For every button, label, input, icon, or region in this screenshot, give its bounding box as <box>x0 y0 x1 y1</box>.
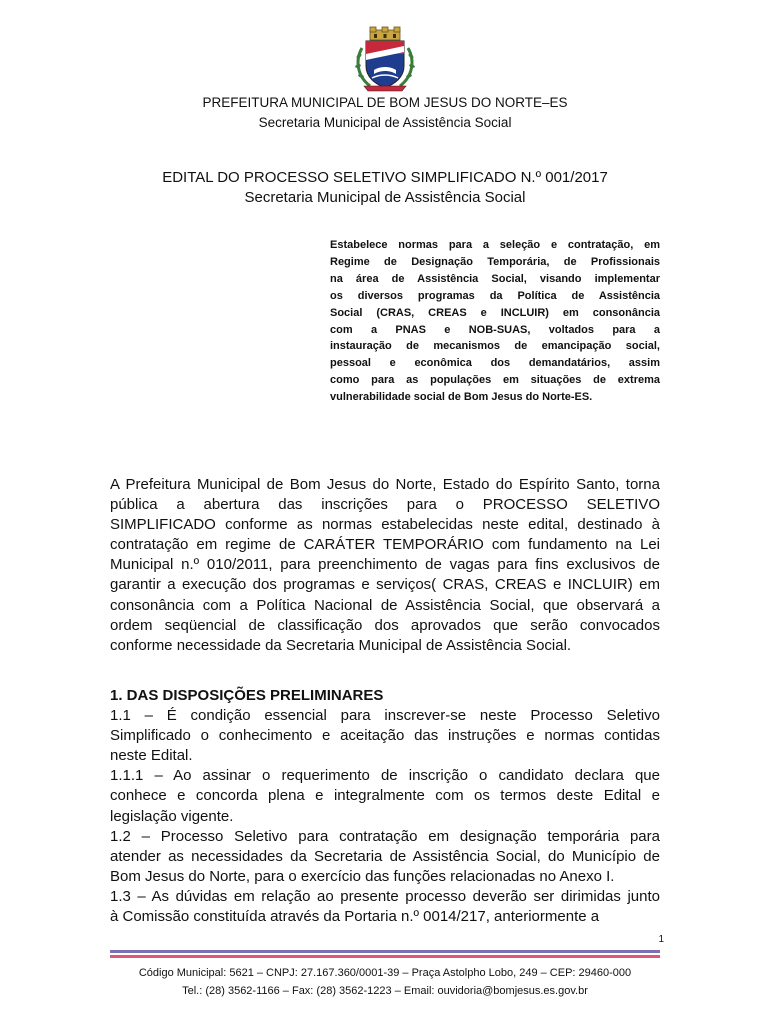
footer-address: Código Municipal: 5621 – CNPJ: 27.167.360/0001-39 – Praça Astolpho Lobo, 249 – CEP: 29460-000 <box>138 967 632 979</box>
document-subtitle: Secretaria Municipal de Assistência Social <box>244 189 526 206</box>
abstract-line: como para as populações em situações de extrema <box>330 374 660 387</box>
abstract-line: vulnerabilidade social de Bom Jesus do Norte-ES. <box>330 391 593 404</box>
abstract-line: pessoal e econômica dos demandatários, assim <box>330 357 660 370</box>
clause-line: à Comissão constituída através da Portaria n.º 0014/217, anteriormente a <box>110 908 600 926</box>
clause-line: legislação vigente. <box>110 807 234 825</box>
intro-line: Municipal n.º 010/2011, para preenchimento de vagas para fins exclusivos de <box>110 556 660 574</box>
intro-line: SIMPLIFICADO conforme as normas estabelecidas neste edital, destinado à <box>110 516 660 534</box>
abstract-line: Regime de Designação Temporária, de Profissionais <box>330 255 660 268</box>
intro-paragraph <box>110 475 660 656</box>
clause-line: Bom Jesus do Norte, para o exercício das funções relacionadas no Anexo I. <box>110 867 615 885</box>
footer-contact: Tel.: (28) 3562-1166 – Fax: (28) 3562-1223 – Email: ouvidoria@bomjesus.es.gov.br <box>182 985 588 997</box>
municipality-header: PREFEITURA MUNICIPAL DE BOM JESUS DO NORTE–ES <box>202 95 568 110</box>
intro-line: ordem seqüencial de classificação dos aprovados que serão convocados <box>110 616 660 634</box>
abstract-line: os diversos programas da Política de Assistência <box>330 289 660 302</box>
abstract-line: Social (CRAS, CREAS e INCLUIR) em consonância <box>330 306 660 319</box>
intro-line: contratação em regime de CARÁTER TEMPORÁRIO com fundamento na Lei <box>110 536 660 554</box>
abstract-line: instauração de mecanismos de emancipação social, <box>330 340 660 353</box>
section-preliminary-provisions <box>110 686 660 927</box>
mural-crown <box>370 27 400 40</box>
abstract-line: na área de Assistência Social, visando implementar <box>330 272 660 285</box>
document-title: EDITAL DO PROCESSO SELETIVO SIMPLIFICADO N.º 001/2017 <box>162 169 608 186</box>
clause-line: atender as necessidades da Secretaria de Assistência Social, do Município de <box>110 847 660 865</box>
intro-line: garantir a execução dos programas e serviços( CRAS, CREAS e INCLUIR) em <box>110 576 660 594</box>
clause-line: 1.2 – Processo Seletivo para contratação em designação temporária para <box>110 827 660 845</box>
clause-line: 1.1 – É condição essencial para inscrever-se neste Processo Seletivo <box>110 707 660 725</box>
intro-line: pública a abertura das inscrições para o PROCESSO SELETIVO <box>110 496 660 514</box>
page-number: 1 <box>658 934 664 945</box>
clause-line: conhece e concorda plena e integralmente com os termos deste Edital e <box>110 787 660 805</box>
abstract-line: com a PNAS e NOB-SUAS, voltados para a <box>330 323 660 336</box>
clause-line: neste Edital. <box>110 747 193 765</box>
intro-line: A Prefeitura Municipal de Bom Jesus do Norte, Estado do Espírito Santo, torna <box>110 476 660 493</box>
abstract-summary <box>330 237 660 406</box>
footer-rule-purple <box>110 950 660 953</box>
department-header: Secretaria Municipal de Assistência Social <box>258 115 512 130</box>
footer-rule-pink <box>110 955 660 958</box>
section-heading: 1. DAS DISPOSIÇÕES PRELIMINARES <box>110 687 384 704</box>
intro-line: consonância com a Política Nacional de Assistência Social, que observará a <box>110 596 660 614</box>
clause-line: 1.1.1 – Ao assinar o requerimento de inscrição o candidato declara que <box>110 767 660 785</box>
municipal-coat-of-arms-icon <box>352 26 418 92</box>
clause-line: 1.3 – As dúvidas em relação ao presente processo deverão ser dirimidas junto <box>110 887 660 905</box>
intro-line: conforme necessidade da Secretaria Municipal de Assistência Social. <box>110 636 572 654</box>
clause-line: Simplificado o conhecimento e aceitação das instruções e normas contidas <box>110 727 660 745</box>
abstract-line: Estabelece normas para a seleção e contratação, em <box>330 239 660 251</box>
